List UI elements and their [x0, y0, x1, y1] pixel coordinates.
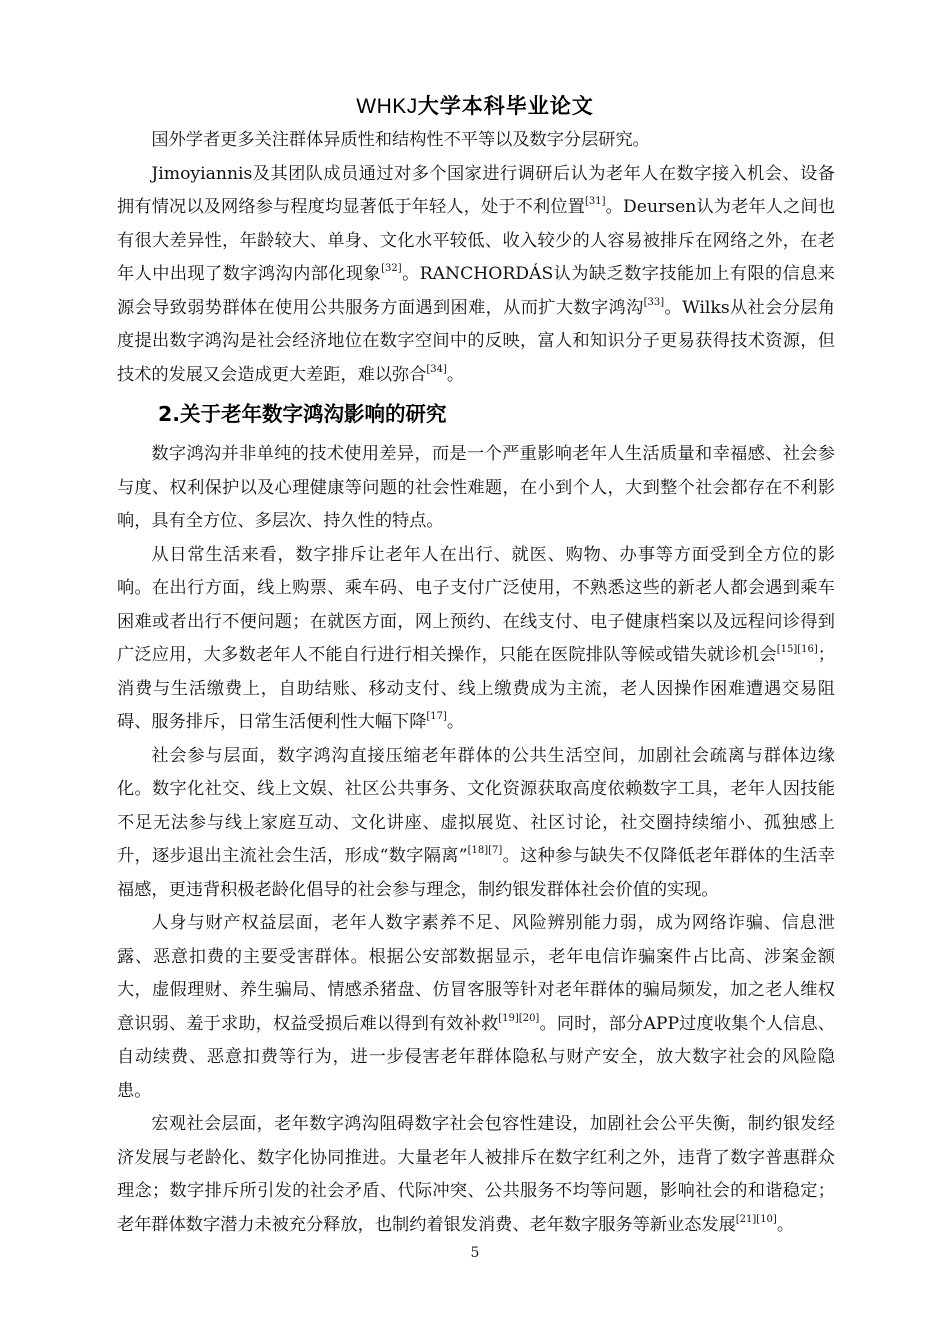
- page-header: [0, 92, 950, 121]
- paragraph-text: 。这种参与缺失不仅降低老年群体的生活幸福感，更违背积极老龄化倡导的社会参与理念，制约银发群体社会价值的实现。: [117, 846, 835, 900]
- citation: [31]: [585, 196, 606, 207]
- paragraph-1: 国外学者更多关注群体异质性和结构性不平等以及数字分层研究。: [151, 130, 650, 150]
- citation: [21][10]: [735, 1213, 777, 1225]
- paragraph-5: [117, 740, 835, 908]
- paragraph-text: 。: [776, 1214, 795, 1235]
- paragraph-text: 宏观社会层面，老年数字鸿沟阻碍数字社会包容性建设，加剧社会公平失衡，制约银发经济发展与老龄化、数字化协同推进。大量老年人被排斥在数字红利之外，违背了数字普惠群众理念；数字排斥所引发的社会矛盾、代际冲突、公共服务不均等问题，影响社会的和谐稳定；老年群体数字潜力未被充分释放，也制约着银发消费、老年数字服务等新业态发展: [117, 1114, 835, 1235]
- citation: [17]: [426, 711, 447, 722]
- paragraph-4: [117, 539, 835, 740]
- paragraph-text: Jimoyiannis及其团队成员通过对多个国家进行调研后认为老年人在数字接入机会、设备拥有情况以及网络参与程度均显著低于年轻人，处于不利位置: [117, 163, 835, 217]
- header-title-cjk: 大学本科毕业论文: [417, 94, 594, 118]
- citation: [15][16]: [776, 644, 818, 655]
- paragraph-7: [117, 1108, 835, 1242]
- paragraph-text: 社会参与层面，数字鸿沟直接压缩老年群体的公共生活空间，加剧社会疏离与群体边缘化。数字化社交、线上文娱、社区公共事务、文化资源获取高度依赖数字工具，老年人因技能不足无法参与线上家庭互动、文化讲座、虚拟展览、社区讨论，社交圈持续缩小、孤独感上升，逐步退出主流社会生活，形成“数字隔离”: [117, 745, 835, 866]
- paragraph-text: 。Deursen认为老年人之间也有很大差异性，年龄较大、单身、文化水平较低、收入较少的人容易被排斥在网络之外，在老年人中出现了数字鸿沟内部化现象: [117, 197, 835, 284]
- paragraph-text: 。同时，部分APP过度收集个人信息、自动续费、恶意扣费等行为，进一步侵害老年群体隐私与财产安全，放大数字社会的风险隐患。: [117, 1013, 835, 1101]
- header-title-latin: WHKJ: [356, 95, 418, 118]
- paragraph-3: 数字鸿沟并非单纯的技术使用差异，而是一个严重影响老年人生活质量和幸福感、社会参与度、权利保护以及心理健康等问题的社会性难题，在小到个人，大到整个社会都存在不利影响，具有全方位、多层次、持久性的特点。: [117, 444, 835, 531]
- paragraph-text: 。: [446, 712, 465, 732]
- body-text: [117, 124, 835, 1242]
- paragraph-text: 人身与财产权益层面，老年人数字素养不足、风险辨别能力弱，成为网络诈骗、信息泄露、恶意扣费的主要受害群体。根据公安部数据显示，老年电信诈骗案件占比高、涉案金额大，虚假理财、养生骗局、情感杀猪盘、仿冒客服等针对老年群体的骗局频发，加之老人维权意识弱、羞于求助，权益受损后难以得到有效补救: [117, 913, 835, 1034]
- citation: [32]: [381, 263, 402, 274]
- paragraph-2: [117, 158, 835, 393]
- citation: [18][7]: [467, 845, 503, 856]
- citation: [34]: [426, 363, 447, 375]
- paragraph-text: 。: [446, 364, 465, 385]
- citation: [33]: [643, 296, 665, 308]
- paragraph-6: [117, 907, 835, 1108]
- citation: [19][20]: [498, 1012, 540, 1024]
- paragraph-text: ；消费与生活缴费上，自助结账、移动支付、线上缴费成为主流，老人因操作困难遭遇交易阻碍、服务排斥，日常生活便利性大幅下降: [117, 645, 835, 732]
- section-heading: 2.关于老年数字鸿沟影响的研究: [158, 402, 447, 426]
- page-number: 5: [470, 1245, 480, 1261]
- paragraph-text: 。Wilks从社会分层角度提出数字鸿沟是社会经济地位在数字空间中的反映，富人和知识分子更易获得技术资源，但技术的发展又会造成更大差距，难以弥合: [117, 297, 835, 385]
- paragraph-text: 。RANCHORDÁS认为缺乏数字技能加上有限的信息来源会导致弱势群体在使用公共服务方面遇到困难，从而扩大数字鸿沟: [117, 264, 835, 318]
- paragraph-text: 从日常生活来看，数字排斥让老年人在出行、就医、购物、办事等方面受到全方位的影响。在出行方面，线上购票、乘车码、电子支付广泛使用，不熟悉这些的新老人都会遇到乘车困难或者出行不便问题；在就医方面，网上预约、在线支付、电子健康档案以及远程问诊得到广泛应用，大多数老年人不能自行进行相关操作，只能在医院排队等候或错失就诊机会: [117, 544, 835, 665]
